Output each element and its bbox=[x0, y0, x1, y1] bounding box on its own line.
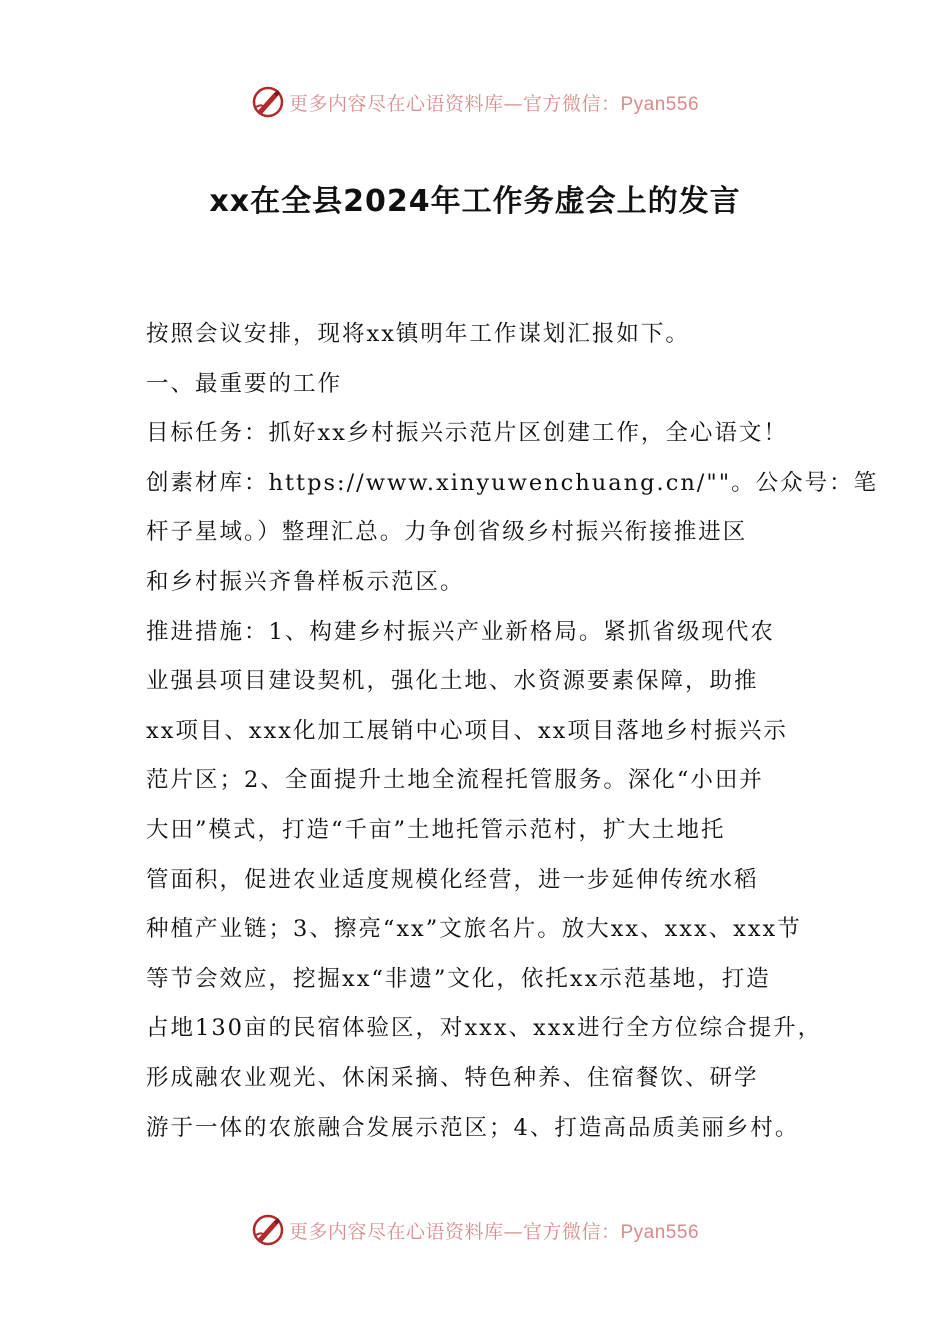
body-line: 目标任务：抓好xx乡村振兴示范片区创建工作，全心语文！ bbox=[146, 420, 788, 447]
body-line: 创素材库：https://www.xinyuwenchuang.cn/""。公众号：笔 bbox=[146, 469, 879, 496]
banner-slogan: 更多内容尽在心语资料库 bbox=[288, 1220, 504, 1243]
body-line: 形成融农业观光、休闲采摘、特色种养、住宿餐饮、研学 bbox=[146, 1064, 759, 1091]
document-title: xx在全县2024年工作务虚会上的发言 bbox=[209, 184, 741, 219]
pen-logo-icon bbox=[251, 85, 285, 119]
body-line: 一、最重要的工作 bbox=[146, 370, 343, 397]
body-line: 游于一体的农旅融合发展示范区；4、打造高品质美丽乡村。 bbox=[146, 1114, 800, 1141]
banner-dash: — bbox=[503, 1220, 523, 1243]
body-line: 占地130亩的民宿体验区，对xxx、xxx进行全方位综合提升， bbox=[146, 1015, 823, 1042]
body-line: 杆子星域。）整理汇总。力争创省级乡村振兴衔接推进区 bbox=[146, 519, 748, 546]
body-line: xx项目、xxx化加工展销中心项目、xx项目落地乡村振兴示 bbox=[146, 717, 788, 744]
body-line: 管面积，促进农业适度规模化经营，进一步延伸传统水稻 bbox=[146, 866, 759, 893]
body-line: 业强县项目建设契机，强化土地、水资源要素保障，助推 bbox=[146, 668, 759, 695]
body-line: 种植产业链；3、擦亮“xx”文旅名片。放大xx、xxx、xxx节 bbox=[146, 916, 802, 943]
banner-dash: — bbox=[503, 92, 523, 115]
header-banner bbox=[0, 82, 950, 122]
body-line: 和乡村振兴齐鲁样板示范区。 bbox=[146, 568, 465, 595]
banner-wechat-id: Pyan556 bbox=[620, 93, 700, 115]
body-line: 按照会议安排，现将xx镇明年工作谋划汇报如下。 bbox=[146, 321, 690, 347]
body-line: 等节会效应，挖掘xx“非遗”文化，依托xx示范基地，打造 bbox=[146, 965, 771, 992]
banner-wechat-label: 官方微信： bbox=[522, 1220, 621, 1243]
banner-wechat-label: 官方微信： bbox=[522, 92, 621, 115]
banner-text bbox=[289, 89, 699, 116]
body-line: 推进措施：1、构建乡村振兴产业新格局。紧抓省级现代农 bbox=[146, 618, 775, 645]
banner-text bbox=[289, 1217, 699, 1244]
body-line: 范片区；2、全面提升土地全流程托管服务。深化“小田并 bbox=[146, 767, 764, 794]
document-body bbox=[146, 310, 879, 1153]
body-line: 大田”模式，打造“千亩”土地托管示范村，扩大土地托 bbox=[146, 816, 726, 843]
banner-wechat-id: Pyan556 bbox=[620, 1221, 700, 1243]
pen-logo-icon bbox=[251, 1213, 285, 1247]
banner-slogan: 更多内容尽在心语资料库 bbox=[288, 92, 504, 115]
footer-banner bbox=[0, 1210, 950, 1250]
